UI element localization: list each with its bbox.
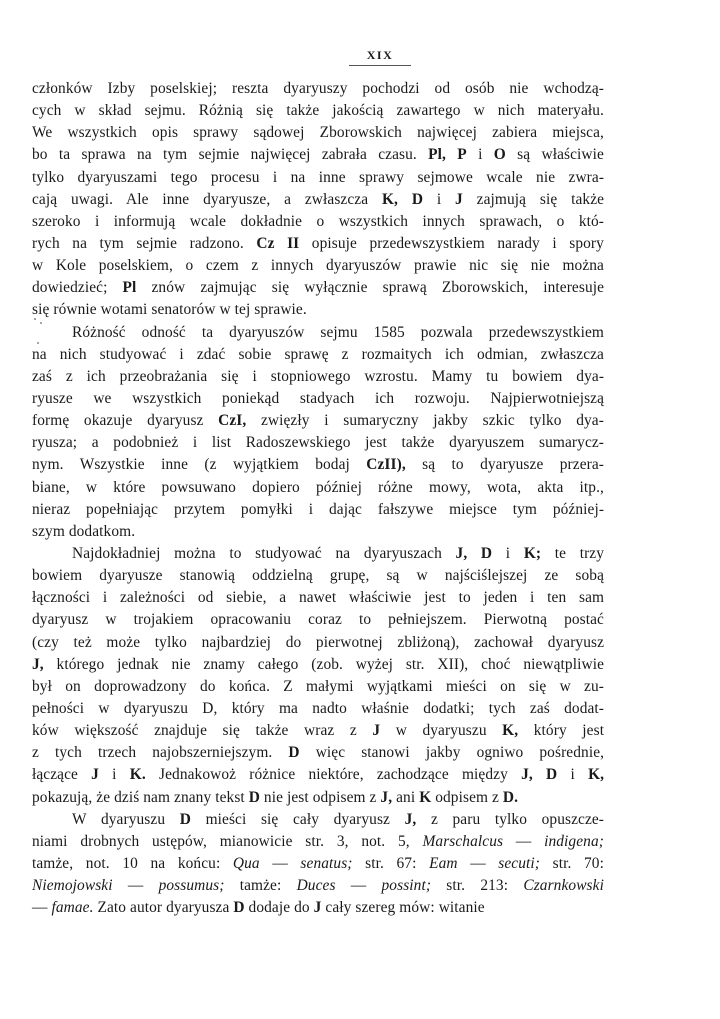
scan-speck xyxy=(40,322,42,324)
text-line: członków Izby poselskiej; reszta dyaryuszy pochodzi od osób nie wchodzą- xyxy=(32,80,605,97)
text-line: — famae. Zato autor dyaryusza D dodaje do J cały szereg mów: witanie xyxy=(32,899,485,917)
text-line: szeroko i informują wcale dokładnie o wszystkich innych sprawach, o któ- xyxy=(32,212,605,230)
paragraph xyxy=(32,78,604,322)
text-line: bowiem dyaryusze stanowią oddzielną grupę, są w najściślejszej ze sobą xyxy=(32,567,605,585)
text-line: Różność odność ta dyaryuszów sejmu 1585 pozwala przedewszystkiem xyxy=(72,323,604,341)
text-line: (czy też może tylko najbardziej do pierwotnej zbliżoną), zachował dyaryusz xyxy=(32,633,605,651)
scan-speck xyxy=(37,342,39,344)
text-line: w Kole poselskiem, o czem z innych dyaryuszów prawie nic się nie można xyxy=(32,257,604,275)
text-line: łączące J i K. Jednakowoż różnice niektóre, zachodzące między J, D i K, xyxy=(32,766,605,784)
text-line: tylko dyaryuszami tego procesu i na inne sprawy sejmowe wcale nie zwra- xyxy=(32,168,605,186)
text-line: formę okazuje dyaryusz CzI, zwięzły i sumaryczny jakby szkic tylko dya- xyxy=(32,412,604,430)
text-line: tamże, not. 10 na końcu: Qua — senatus; str. 67: Eam — secuti; str. 70: xyxy=(32,854,604,872)
text-line: rych na tym sejmie radzono. Cz II opisuje przedewszystkiem narady i spory xyxy=(32,234,604,252)
text-line: nieraz popełniając przytem pomyłki i dając fałszywe miejsce tym później- xyxy=(32,500,605,518)
text-line: dowiedzieć; Pl znów zajmując się wyłącznie sprawą Zborowskich, interesuje xyxy=(32,279,605,297)
text-line: zaś z ich przeobrażania się i stopniowego wzrostu. Mamy tu bowiem dya- xyxy=(32,367,605,385)
page-number: XIX xyxy=(349,48,412,66)
text-line: pełności w dyaryuszu D, który ma nadto właśnie dodatki; tych zaś dodat- xyxy=(32,699,605,717)
text-line: Najdokładniej można to studyować na dyaryuszach J, D i K; te trzy xyxy=(72,544,605,562)
text-line: cają uwagi. Ale inne dyaryusze, a zwłaszcza K, D i J zajmują się także xyxy=(32,190,605,208)
text-line: biane, w które powsuwano dopiero później różne mowy, wota, akta itp., xyxy=(32,478,604,496)
text-line: szym dodatkom. xyxy=(32,522,136,540)
text-line: Niemojowski — possumus; tamże: Duces — possint; str. 213: Czarnkowski xyxy=(32,877,604,895)
text-line: ryusze we wszystkich poniekąd stadyach ich rozwoju. Najpierwotniejszą xyxy=(32,389,605,407)
text-line: się równie wotami senatorów w tej sprawie. xyxy=(32,301,307,319)
text-line: We wszystkich opis sprawy sądowej Zborowskich najwięcej zabiera miejsca, xyxy=(32,124,604,142)
text-line: J, którego jednak nie znamy całego (zob. wyżej str. XII), choć niewątpliwie xyxy=(32,655,605,673)
text-line: dyaryusz w trojakiem opracowaniu coraz to pełniejszem. Pierwotną postać xyxy=(32,611,604,629)
text-line: łączności i zależności od siebie, a nawet właściwie jest to jeden i ten sam xyxy=(32,589,605,607)
paragraph xyxy=(32,322,604,543)
scan-speck xyxy=(34,318,36,320)
text-line: z tych trzech najobszerniejszym. D więc stanowi jakby ogniwo pośrednie, xyxy=(32,744,605,762)
text-line: niami drobnych ustępów, mianowicie str. 3, not. 5, Marschalcus — indigena; xyxy=(32,832,604,850)
text-line: był on doprowadzony do końca. Z małymi wyjątkami mieści on się w zu- xyxy=(32,677,604,695)
text-line: na nich studyować i zdać sobie sprawę z rozmaitych ich odmian, zwłaszcza xyxy=(32,345,604,363)
text-line: ryusza; a podobnież i list Radoszewskiego jest także dyaryuszem sumarycz- xyxy=(32,434,605,452)
page-header xyxy=(0,44,720,66)
text-line: bo ta sprawa na tym sejmie najwięcej zabrała czasu. Pl, P i O są właściwie xyxy=(32,146,604,164)
paragraph xyxy=(32,543,604,809)
text-line: pokazują, że dziś nam znany tekst D nie jest odpisem z J, ani K odpisem z D. xyxy=(32,788,519,806)
paragraph xyxy=(32,809,604,920)
text-line: W dyaryuszu D mieści się cały dyaryusz J, z paru tylko opuszcze- xyxy=(72,810,605,828)
text-line: ków większość znajduje się także wraz z J w dyaryuszu K, który jest xyxy=(32,722,605,740)
text-line: nym. Wszystkie inne (z wyjątkiem bodaj CzII), są to dyaryusze przera- xyxy=(32,456,605,474)
text-line: cych w skład sejmu. Różnią się także jakością zawartego w nich materyału. xyxy=(32,102,605,120)
body-text xyxy=(32,78,604,919)
